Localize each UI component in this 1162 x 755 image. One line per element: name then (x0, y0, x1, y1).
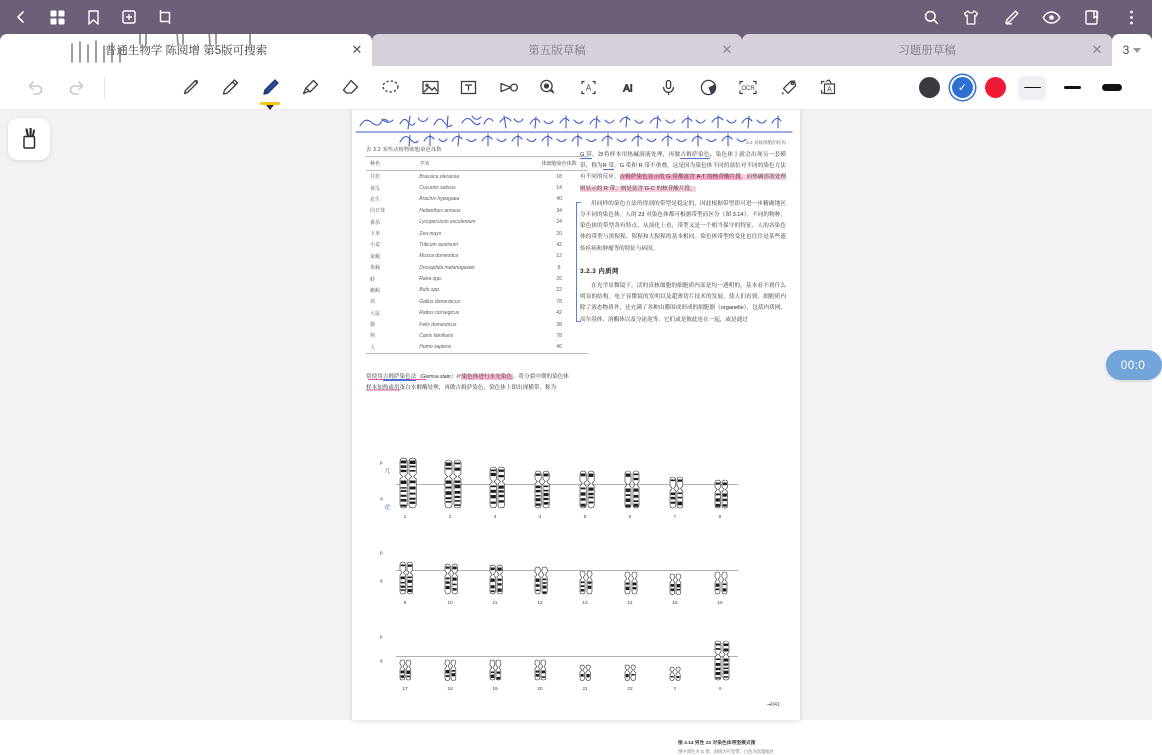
table-header-row (366, 157, 588, 171)
chromosome-pair (670, 472, 683, 508)
chromosome-pair (625, 651, 635, 681)
chromosome-number-label: 8 (718, 515, 722, 520)
tab-label: 习题册草稿 (898, 45, 956, 57)
chromosome-glyph (722, 480, 728, 508)
chromosome-glyph (543, 471, 549, 508)
chromosome-pair (400, 465, 416, 508)
chromosome-number-label: 19 (492, 687, 498, 692)
figure-caption-title: 图 3.14 男性 23 对染色体带型模式图 (678, 741, 756, 746)
highlighter-tool[interactable] (293, 71, 327, 105)
chromosome-glyph (452, 564, 457, 594)
chromosome-glyph (580, 665, 584, 681)
chromosome-glyph (580, 471, 586, 508)
table-row (366, 182, 588, 193)
paragraph-g-band (580, 150, 786, 195)
chromosome-glyph (541, 660, 546, 680)
cell-chromosome-count: 20 (556, 230, 562, 237)
chromosome-pair (535, 649, 546, 680)
chromosome-number-label: 17 (402, 687, 408, 692)
chromosome-glyph (535, 471, 541, 508)
cell-species-cn: 黄瓜 (370, 185, 381, 192)
svg-text:A: A (585, 83, 591, 93)
cell-species-sci: Musca domestica (419, 253, 459, 260)
chromosome-glyph (631, 665, 635, 681)
chromosome-number-label: 9 (403, 601, 407, 606)
para-seg-3: （Giemsa stain）对 (416, 374, 461, 380)
grid-icon[interactable] (46, 6, 68, 28)
pen-tool-group (173, 71, 447, 105)
fountain-pen-tool[interactable] (173, 71, 207, 105)
chromosome-pair (400, 559, 413, 594)
section-heading-er: 3.2.3 内质网 (580, 267, 619, 275)
cell-chromosome-count: 26 (556, 276, 562, 283)
translate-tool[interactable] (811, 71, 845, 105)
handwritten-mark-p: 几 (384, 469, 391, 475)
stroke-width-thin[interactable] (1018, 76, 1046, 100)
paragraph-band-pattern: 用同样的染色方法所得到的带型是稳定的，因此根据带型即可进一步精确地区分不同的染色体。人的 23 对染色体都可根据带型而区分（图 3.14）。不同的物种，染色体的带型各有特点。从演化上看，带型又是一个相当保守的特征。人的各染色体的带型与黑猩猩、猩猩和大猩猩的基本相同。染色体带型的变化也往往是某些遗传疾病和肿瘤等的特征与病因。 (580, 200, 786, 252)
para-seg-5: 。将分裂中期的染色体样本加热或用蛋白水解酶处理，再做吉姆萨染色，染色体上即出现横带，称为 (366, 374, 569, 391)
svg-text:A: A (827, 86, 832, 94)
chromosome-glyph (676, 667, 680, 681)
chromosome-glyph (490, 565, 495, 594)
table-row (366, 285, 588, 296)
chromosome-number-label: 4 (538, 515, 542, 520)
cell-species-sci: Zea mays (419, 230, 442, 237)
arm-label-q: q (380, 578, 383, 583)
cell-species-sci: Homo sapiens (419, 342, 530, 354)
chromosome-glyph (445, 660, 450, 681)
chromosome-glyph (498, 467, 505, 508)
chromosome-pair (400, 649, 411, 680)
cell-species-cn: 家蝇 (370, 253, 381, 260)
top-bar-right-icons (920, 6, 1142, 28)
chromosome-number-label: 18 (447, 687, 453, 692)
cell-chromosome-count: 8 (557, 264, 561, 271)
chromosome-glyph (723, 641, 729, 680)
chromosome-pair (490, 648, 501, 680)
table-header-count: 体细胞染色体数 (530, 157, 588, 171)
chromosome-number-label: 13 (582, 601, 588, 606)
object-tool-group (451, 71, 845, 105)
chromosome-number-label: 3 (493, 515, 497, 520)
cell-species-cn: 人 (366, 342, 419, 354)
chromosome-glyph (535, 660, 540, 680)
chromosome-table-block (366, 146, 588, 354)
chromosome-glyph (632, 572, 637, 594)
add-page-icon[interactable] (118, 6, 140, 28)
chromosome-glyph (400, 458, 407, 508)
cell-species-cn: 番茄 (370, 219, 381, 226)
cell-chromosome-count: 40 (556, 196, 562, 203)
chromosome-glyph (625, 471, 631, 508)
chromosome-glyph (715, 480, 721, 508)
table-row (366, 228, 588, 239)
cell-species-sci: Brassica oleracea (419, 173, 460, 180)
cell-species-sci: Cucumis sativus (419, 185, 456, 192)
chromosome-number-label: 21 (582, 687, 588, 692)
p1-d: ，染色体上就会出现另一套横带，称为 (580, 152, 786, 170)
chromosome-number-label: 5 (583, 515, 587, 520)
cell-species-sci: Canis familiaris (419, 332, 454, 339)
chromosome-number-label: 6 (628, 515, 632, 520)
cell-chromosome-count: 18 (556, 173, 562, 180)
chromosome-number-label: 11 (492, 601, 498, 606)
document-workspace[interactable] (0, 110, 1152, 754)
chromosome-number-table (366, 156, 588, 354)
chromosome-glyph (670, 477, 676, 508)
cell-species-sci: Arachis hypogaea (419, 196, 460, 203)
chromosome-pair (490, 560, 502, 594)
tab-document-2[interactable] (372, 34, 742, 66)
back-icon[interactable] (10, 6, 32, 28)
cell-species-sci: Gallus domesticus (419, 298, 461, 305)
karyotype-row-3 (378, 612, 778, 692)
arm-label-q: q (380, 496, 383, 501)
chromosome-pair (445, 560, 457, 594)
chromosome-glyph (542, 567, 547, 594)
tab-document-1[interactable] (0, 34, 372, 66)
text-recognition-tool[interactable] (571, 71, 605, 105)
chromosome-glyph (677, 477, 683, 508)
tab-close-icon[interactable]: ✕ (1091, 42, 1103, 57)
chromosome-glyph (670, 667, 674, 681)
cell-chromosome-count: 24 (556, 219, 562, 226)
color-swatch-black[interactable] (919, 77, 940, 98)
annotated-paragraph-left (366, 372, 571, 394)
document-tab-bar (0, 34, 1152, 66)
cell-species-sci: Rattus norvegicus (419, 310, 460, 317)
chromosome-glyph (715, 572, 720, 594)
cell-species-cn: 狗 (370, 333, 376, 340)
table-title: 表 3.2 某些动植物细胞染色体数 (366, 147, 442, 153)
chevron-down-icon (1133, 48, 1141, 53)
washi-tape-tool[interactable] (531, 71, 565, 105)
cell-species-cn: 花生 (370, 196, 381, 203)
chromosome-number-label: 14 (627, 601, 633, 606)
pen-cup-panel[interactable] (8, 118, 50, 160)
color-and-width-group (919, 76, 1134, 100)
tab-label: 普通生物学 陈阅增 第5版可搜索 (104, 45, 268, 57)
pencil-tool[interactable] (213, 71, 247, 105)
tag-label-tool[interactable] (771, 71, 805, 105)
cell-species-cn: 小麦 (370, 242, 381, 249)
chromosome-pair (715, 562, 727, 594)
arm-label-p: p (380, 634, 383, 639)
sticker-tool[interactable] (691, 71, 725, 105)
cell-species-cn: 蟾蜍 (370, 287, 381, 294)
chromosome-glyph (454, 460, 461, 508)
chromosome-glyph (587, 571, 592, 594)
table-row (366, 239, 588, 250)
table-row (366, 342, 588, 354)
cell-species-sci: Bufo spp. (419, 287, 441, 294)
chromosome-pair (580, 471, 594, 508)
pen-cup-icon (18, 127, 40, 151)
table-row (366, 205, 588, 216)
study-timer-badge[interactable] (1106, 350, 1162, 380)
right-text-column (580, 140, 786, 330)
crop-icon[interactable] (154, 6, 176, 28)
insert-image-tool[interactable] (413, 71, 447, 105)
chromosome-glyph (625, 572, 630, 594)
table-row (366, 296, 588, 307)
table-row (366, 251, 588, 262)
cell-species-sci: Triticum aestivum (419, 241, 459, 248)
svg-text:AI: AI (623, 83, 633, 95)
table-row (366, 330, 588, 341)
highlight-at-rich: 吉姆萨染色显示的 G 带都富含 A-T 的核苷酸片段 (619, 174, 741, 181)
ai-tool[interactable] (611, 71, 645, 105)
table-row (366, 273, 588, 284)
cell-species-cn: 大鼠 (370, 310, 381, 317)
cell-species-cn: 蛙 (370, 276, 376, 283)
tab-count-label: 3 (1122, 43, 1130, 57)
arm-label-p: p (380, 550, 383, 555)
cell-species-cn: 向日葵 (370, 208, 386, 215)
chromosome-glyph (451, 660, 456, 681)
chromosome-number-label: 12 (537, 601, 543, 606)
cell-chromosome-count: 34 (556, 207, 562, 214)
ballpoint-pen-tool[interactable] (253, 71, 287, 105)
undo-redo-group (18, 71, 94, 105)
chromosome-pair (580, 651, 590, 681)
table-row (366, 262, 588, 273)
shape-tool[interactable] (491, 71, 525, 105)
karyotype-row-1 (378, 440, 778, 520)
figure-caption (678, 740, 774, 755)
color-swatch-red[interactable] (985, 77, 1006, 98)
cell-chromosome-count: 78 (556, 298, 562, 305)
page-number (767, 702, 780, 708)
chromosome-pair (490, 469, 505, 508)
chromosome-pair (625, 470, 639, 508)
karyotype-row-2 (378, 526, 778, 606)
table-header-species-cn: 种名 (366, 157, 419, 171)
chromosome-glyph (445, 460, 452, 508)
cell-species-sci: Helianthus annuus (419, 207, 461, 214)
cell-chromosome-count: 22 (556, 287, 562, 294)
stroke-width-thick[interactable] (1098, 76, 1126, 100)
chromosome-pair (535, 562, 547, 594)
chromosome-glyph (445, 564, 450, 594)
cell-species-cn: 果蝇 (370, 265, 381, 272)
chromosome-number-label: 16 (717, 601, 723, 606)
chromosome-glyph (407, 562, 413, 594)
cell-species-sci: Lycopersicon esculentum (419, 219, 476, 226)
cell-species-sci: Felis domesticus (419, 321, 457, 328)
table-header-species-sci: 学名 (419, 157, 530, 171)
p1-b: 。如将样本用热碱溶液处理，再做 (592, 152, 681, 158)
cell-chromosome-count: 12 (556, 253, 562, 260)
text-box-tool[interactable] (451, 71, 485, 105)
chromosome-number-label: 22 (627, 687, 633, 692)
chromosome-number-label: Y (673, 687, 677, 692)
chromosome-number-label: 20 (537, 687, 543, 692)
chromosome-number-label: 15 (672, 601, 678, 606)
svg-text:OCR: OCR (741, 86, 755, 92)
chromosome-number-label: 2 (448, 515, 452, 520)
chromosome-pair (715, 642, 729, 680)
stroke-width-medium[interactable] (1058, 76, 1086, 100)
chromosome-pair (445, 467, 461, 508)
redo-icon[interactable] (60, 71, 94, 105)
top-app-bar (0, 0, 1152, 34)
tab-count-dropdown[interactable] (1112, 34, 1152, 66)
cell-species-cn: 玉米 (370, 231, 381, 238)
chromosome-pair (670, 651, 680, 681)
chromosome-glyph (676, 574, 681, 595)
chromosome-glyph (490, 467, 497, 508)
para-seg-1: 常使用 (366, 374, 383, 380)
chromosome-glyph (400, 660, 405, 680)
chromosome-glyph (535, 567, 540, 594)
cell-species-cn: 鸡 (370, 299, 376, 306)
paragraph-er-intro: 在光学显微镜下，活的真核细胞的细胞质内部是均一透明的，基本看不到什么明显的结构。电子显微镜的发明以及超薄切片技术的发展，使人们看到，细胞质内除了液态物质外，还充满了各种由膜围成形成的细胞器（organelle），包括内质网、高尔基体、溶酶体以及分泌泡等。它们或是彼此连在一起，或是通过 (580, 283, 786, 323)
chromosome-pair (535, 473, 549, 508)
chromosome-glyph (625, 665, 629, 681)
table-row (366, 194, 588, 205)
chromosome-glyph (633, 471, 639, 508)
page-number-arrow-icon: ➞ (766, 702, 771, 708)
table-row (366, 308, 588, 319)
toolbar-divider (104, 77, 105, 99)
table-row (366, 319, 588, 330)
color-swatch-blue[interactable] (952, 77, 973, 98)
table-body (366, 171, 588, 354)
check-icon: ✓ (957, 82, 968, 94)
document-page[interactable] (352, 110, 800, 754)
tab-close-icon[interactable]: ✕ (351, 42, 363, 57)
edit-pen-icon[interactable] (1000, 6, 1022, 28)
figure-caption-subtitle: 图中深色为 G 带；斜线为可变带；白色为次缢痕区 (678, 749, 774, 754)
cell-chromosome-count: 42 (556, 241, 562, 248)
handwritten-mark-q: 化 (384, 505, 391, 511)
chromosome-number-label: 1 (403, 515, 407, 520)
body-text (580, 150, 786, 326)
tab-label: 第五版草稿 (528, 45, 586, 57)
table-row (366, 217, 588, 228)
tab-close-icon[interactable]: ✕ (721, 42, 733, 57)
top-bar-left-icons (10, 6, 176, 28)
table-row (366, 171, 588, 183)
cell-species-sci: Drosophila melanogaster (419, 264, 475, 271)
arm-label-p: p (380, 460, 383, 465)
chromosome-glyph (670, 574, 675, 595)
ocr-tool[interactable] (731, 71, 765, 105)
margin-bracket-annotation (576, 202, 581, 322)
more-menu-icon[interactable] (1120, 6, 1142, 28)
cell-species-cn: 甘蓝 (370, 174, 381, 181)
para-seg-4: 染色体进行水光染色 (461, 374, 512, 380)
p1-f: 。G 带和 R 带不重叠，这是因为染色体不同的部位对不同的染色方法有不同的反应。 (580, 163, 786, 181)
eye-icon[interactable] (1040, 6, 1062, 28)
eraser-tool[interactable] (333, 71, 367, 105)
para-seg-2: 吉姆萨染色法 (382, 374, 417, 380)
chromosome-glyph (406, 660, 411, 680)
tab-document-3[interactable] (742, 34, 1112, 66)
term-r-band: R 带 (602, 163, 615, 170)
chromosome-glyph (586, 665, 590, 681)
chromosome-glyph (496, 660, 501, 680)
chromosome-number-label: 10 (447, 601, 453, 606)
chromosome-glyph (588, 471, 594, 508)
term-giemsa: 吉姆萨染色 (680, 152, 710, 158)
chromosome-glyph (409, 458, 416, 508)
annotation-toolbar (0, 66, 1152, 110)
term-g-band: G 带 (580, 152, 593, 158)
cell-species-sci: Rana spp. (419, 276, 443, 283)
chromosome-number-label: 7 (673, 515, 677, 520)
chromosome-pair (625, 563, 637, 594)
cell-chromosome-count: 38 (556, 321, 562, 328)
timer-value: 00:0 (1120, 358, 1146, 372)
chromosome-glyph (580, 571, 585, 594)
running-head: 3.2 真核细胞的结构 (746, 140, 786, 145)
cell-chromosome-count: 42 (556, 310, 562, 317)
highlight-gc-rich: ，而热碱溶液处理则显示的 R 带，则是富含 G-C 的核苷酸片段。 (580, 174, 786, 192)
chromosome-pair (715, 474, 728, 508)
search-icon[interactable] (920, 6, 942, 28)
cell-chromosome-count: 78 (556, 332, 562, 339)
undo-icon[interactable] (18, 71, 52, 105)
chromosome-glyph (722, 572, 727, 594)
page-number-value: 041 (771, 702, 780, 708)
chromosome-pair (580, 563, 592, 594)
bookmark-icon[interactable] (82, 6, 104, 28)
page-flip-icon[interactable] (1080, 6, 1102, 28)
chromosome-number-label: X (718, 687, 722, 692)
cell-chromosome-count: 46 (530, 342, 588, 354)
chromosome-glyph (490, 660, 495, 680)
chromosome-glyph (400, 562, 406, 594)
chromosome-pair (445, 650, 456, 681)
chromosome-glyph (497, 565, 502, 594)
lasso-select-tool[interactable] (373, 71, 407, 105)
arm-label-q: q (380, 658, 383, 663)
voice-record-tool[interactable] (651, 71, 685, 105)
shirt-icon[interactable] (960, 6, 982, 28)
cell-chromosome-count: 14 (556, 185, 562, 192)
chromosome-glyph (715, 641, 721, 680)
cell-species-cn: 猫 (370, 322, 376, 329)
chromosome-pair (670, 564, 681, 595)
